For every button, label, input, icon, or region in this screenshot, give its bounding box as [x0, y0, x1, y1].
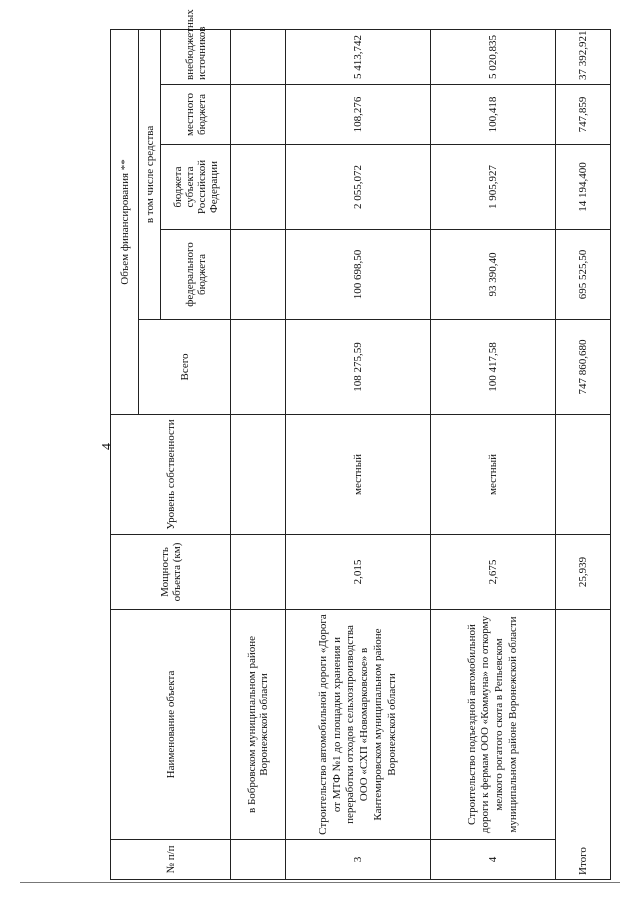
- totals-regional: 14 194,400: [556, 145, 611, 230]
- row-extra: 5 020,835: [431, 29, 556, 84]
- financing-table: [110, 9, 611, 880]
- empty-cell: [231, 145, 286, 230]
- row-federal: 100 698,50: [286, 230, 431, 320]
- header-regional: бюджета субъекта Российской Федерации: [161, 145, 231, 230]
- region-name: в Бобровском муниципальном районе Воронежской области: [231, 610, 286, 840]
- bottom-rule: [20, 882, 620, 883]
- empty-cell: [231, 320, 286, 415]
- page-number: 4: [100, 443, 115, 450]
- header-including: в том числе средства: [139, 29, 161, 319]
- row-no: 3: [286, 840, 431, 880]
- row-total: 100 417,58: [431, 320, 556, 415]
- row-extra: 5 413,742: [286, 29, 431, 84]
- table-row: [286, 29, 431, 879]
- header-capacity: Мощность объекта (км): [111, 535, 231, 610]
- empty-cell: [231, 230, 286, 320]
- rotated-table-container: [110, 9, 610, 880]
- row-ownership: местный: [286, 415, 431, 535]
- table-row: [431, 29, 556, 879]
- row-capacity: 2,675: [431, 535, 556, 610]
- empty-cell: [231, 85, 286, 145]
- region-row: [231, 29, 286, 879]
- header-row-1: [111, 29, 139, 879]
- header-name: Наименование объекта: [111, 610, 231, 840]
- row-regional: 2 055,072: [286, 145, 431, 230]
- header-ownership: Уровень собственности: [111, 415, 231, 535]
- row-regional: 1 905,927: [431, 145, 556, 230]
- row-local: 108,276: [286, 85, 431, 145]
- totals-capacity: 25,939: [556, 535, 611, 610]
- row-capacity: 2,015: [286, 535, 431, 610]
- row-name: Строительство автомобильной дороги «Дорога от МТФ №1 до площадки хранения и переработки отходов сельхозпроизводства ООО «СХП «Новомарковское» в Кантемировском муниципальном районе Воронежской области: [286, 610, 431, 840]
- row-federal: 93 390,40: [431, 230, 556, 320]
- header-federal: федерального бюджета: [161, 230, 231, 320]
- row-name: Строительство подъездной автомобильной дороги к фермам ООО «Коммуна» по откорму мелкого рогатого скота в Репьевском муниципальном районе Воронежской области: [431, 610, 556, 840]
- row-no: 4: [431, 840, 556, 880]
- header-funding: Объем финансирования **: [111, 29, 139, 414]
- empty-cell: [556, 415, 611, 535]
- totals-label: Итого: [556, 610, 611, 880]
- row-total: 108 275,59: [286, 320, 431, 415]
- empty-cell: [231, 415, 286, 535]
- totals-total: 747 860,680: [556, 320, 611, 415]
- header-total: Всего: [139, 320, 231, 415]
- totals-row: [556, 29, 611, 879]
- header-no: № п/п: [111, 840, 231, 880]
- empty-cell: [231, 29, 286, 84]
- totals-extra: 37 392,921: [556, 29, 611, 84]
- region-no-cell: [231, 840, 286, 880]
- row-local: 100,418: [431, 85, 556, 145]
- row-ownership: местный: [431, 415, 556, 535]
- header-extra: внебюджетных источников: [161, 29, 231, 84]
- header-local: местного бюджета: [161, 85, 231, 145]
- totals-local: 747,859: [556, 85, 611, 145]
- empty-cell: [231, 535, 286, 610]
- totals-federal: 695 525,50: [556, 230, 611, 320]
